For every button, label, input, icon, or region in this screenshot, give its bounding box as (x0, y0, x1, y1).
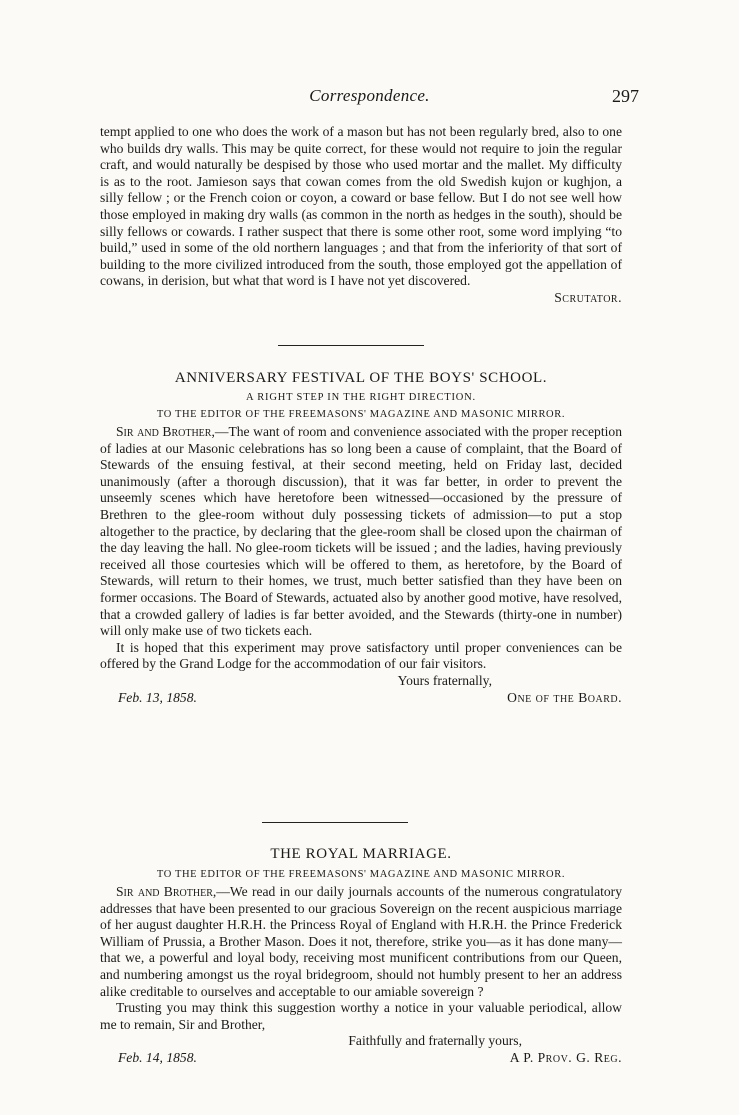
article-boys-school (100, 370, 622, 707)
section-divider (262, 822, 408, 823)
article-title: ANNIVERSARY FESTIVAL OF THE BOYS' SCHOOL. (174, 370, 548, 386)
dateline (100, 1050, 622, 1067)
article-body-paragraph (100, 424, 622, 640)
running-title: Correspondence. (309, 86, 430, 105)
letter-date: Feb. 13, 1858. (118, 689, 197, 705)
article-body-paragraph: Trusting you may think this suggestion worthy a notice in your valuable periodical, allow me to remain, Sir and Brother, (100, 1000, 622, 1032)
article-title: THE ROYAL MARRIAGE. (270, 846, 452, 862)
signature: One of the Board. (507, 689, 622, 705)
article-body-paragraph (100, 884, 622, 1000)
closing: Yours fraternally, (397, 672, 492, 688)
article-subtitle: A RIGHT STEP IN THE RIGHT DIRECTION. (246, 392, 476, 403)
section-divider (278, 345, 424, 346)
salutation: Sir and Brother, (116, 884, 217, 899)
dateline (100, 690, 622, 707)
signature-scrutator: Scrutator. (554, 289, 622, 305)
letter-date: Feb. 14, 1858. (118, 1049, 197, 1065)
letter-scrutator (100, 124, 622, 307)
article-royal-marriage (100, 846, 622, 1067)
editor-address: TO THE EDITOR OF THE FREEMASONS' MAGAZINE AND MASONIC MIRROR. (156, 409, 566, 420)
editor-address: TO THE EDITOR OF THE FREEMASONS' MAGAZINE AND MASONIC MIRROR. (156, 869, 566, 880)
body-text: —We read in our daily journals accounts of the numerous congratulatory addresses that have been presented to our gracious Sovereign on the recent auspicious marriage of her august daughter H.R.H. the Princess Royal of England with H.R.H. the Prince Frederick William of Prussia, a Brother Mason. Does it not, therefore, strike you—as it has done many—that we, a powerful and loyal body, receiving most munificent contributions from our Queen, and numbering amongst us the royal bridegroom, should not humbly present to her an address alike creditable to ourselves and acceptable to our amiable sovereign ? (100, 884, 622, 999)
running-head (0, 86, 739, 108)
closing: Faithfully and fraternally yours, (348, 1033, 522, 1049)
article-body-paragraph: It is hoped that this experiment may prove satisfactory until proper conveniences can be offered by the Grand Lodge for the accommodation of our fair visitors. (100, 639, 622, 672)
signature: A P. Prov. G. Reg. (509, 1049, 622, 1065)
page-number: 297 (612, 86, 639, 106)
salutation: Sir and Brother, (116, 424, 215, 439)
letter-body: tempt applied to one who does the work of a mason but has not been regularly bred, also to one who builds dry walls. This may be quite correct, for these would not require to join the regular craft, and would naturally be despised by those who used mortar and the mallet. My difficulty is as to the root. Jamieson says that cowan comes from the old Swedish kujon or kughjon, a silly fellow ; or the French coion or coyon, a coward or base fellow. But I do not see well how those employed in making dry walls (as common in the north as hedges in the south), should be silly fellows or cowards. I rather suspect that there is some other root, some word implying “to build,” used in some of the old northern languages ; and that from the inferiority of that sort of building to the more civilized introduced from the south, those employed got the appellation of cowans, in derision, but what that word is I have not yet discovered. (100, 124, 622, 289)
body-text: —The want of room and convenience associated with the proper reception of ladies at our Masonic celebrations has so long been a cause of complaint, that the Board of Stewards of the ensuing festival, at their second meeting, held on Friday last, decided unanimously (after a thorough discussion), that it was far better, in order to prevent the unseemly scenes which have heretofore been witnessed—occasioned by the pressure of Brethren to the glee-room without duly possessing tickets of admission—to put a stop altogether to the practice, by declaring that the glee-room shall be closed upon the chairman of the day leaving the hall. No glee-room tickets will be issued ; and the ladies, having previously received all those courtesies which will be offered to them, as heretofore, by the Board of Stewards, will return to their homes, we trust, much better satisfied than they have been on former occasions. The Board of Stewards, actuated also by another good motive, have resolved, that a crowded gallery of ladies is far better avoided, and the Stewards (thirty-one in number) will only make use of two tickets each. (100, 424, 622, 639)
